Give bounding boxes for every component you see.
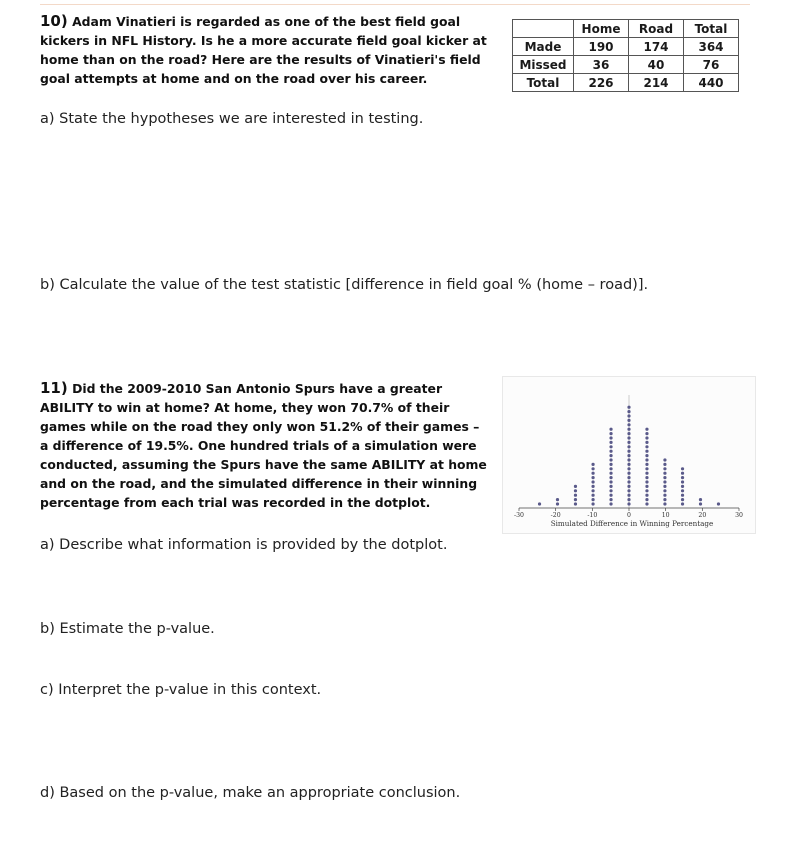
- dot: [574, 498, 577, 501]
- dot: [591, 463, 594, 466]
- cell-missed-road: 40: [629, 56, 684, 74]
- dot: [627, 467, 630, 470]
- dot: [663, 498, 666, 501]
- dot: [627, 441, 630, 444]
- dotplot-chart: [503, 377, 755, 533]
- q11-part-d: d) Based on the p-value, make an appropriate conclusion.: [40, 785, 461, 801]
- dot: [627, 428, 630, 431]
- dot: [627, 498, 630, 501]
- dot: [627, 423, 630, 426]
- dot: [627, 410, 630, 413]
- dot: [591, 467, 594, 470]
- col-header-total: Total: [684, 20, 739, 38]
- dot: [627, 463, 630, 466]
- dot: [609, 480, 612, 483]
- dot: [609, 445, 612, 448]
- dots-group: [538, 406, 720, 506]
- dot: [591, 489, 594, 492]
- table-row-missed: [513, 56, 739, 74]
- page-top-rule: [40, 4, 750, 5]
- cell-missed-home: 36: [574, 56, 629, 74]
- dot: [591, 485, 594, 488]
- dot: [645, 467, 648, 470]
- q10-part-a: a) State the hypotheses we are interested in testing.: [40, 111, 424, 127]
- dot: [663, 485, 666, 488]
- field-goal-table: [512, 19, 739, 92]
- dot: [609, 502, 612, 505]
- dot: [645, 476, 648, 479]
- dot: [663, 494, 666, 497]
- cell-total-total: 440: [684, 74, 739, 92]
- dot: [699, 498, 702, 501]
- x-axis-label: Simulated Difference in Winning Percentage: [550, 519, 714, 528]
- dot: [609, 498, 612, 501]
- row-label-made: Made: [513, 38, 574, 56]
- x-axis: [514, 508, 743, 519]
- cell-total-road: 214: [629, 74, 684, 92]
- dot: [609, 432, 612, 435]
- dot: [681, 480, 684, 483]
- q11-part-a: a) Describe what information is provided by the dotplot.: [40, 537, 448, 553]
- dot: [645, 445, 648, 448]
- dot: [609, 494, 612, 497]
- q11-part-c: c) Interpret the p-value in this context.: [40, 682, 322, 698]
- dot: [627, 458, 630, 461]
- col-header-home: Home: [574, 20, 629, 38]
- dot: [681, 489, 684, 492]
- dot: [645, 485, 648, 488]
- x-tick-label: 10: [661, 512, 670, 519]
- dot: [717, 502, 720, 505]
- dot: [591, 472, 594, 475]
- dot: [574, 489, 577, 492]
- dot: [681, 502, 684, 505]
- dot: [627, 419, 630, 422]
- table-header-row: [513, 20, 739, 38]
- dot: [609, 472, 612, 475]
- dot: [645, 432, 648, 435]
- dot: [609, 450, 612, 453]
- dot: [645, 489, 648, 492]
- dot: [663, 502, 666, 505]
- row-label-missed: Missed: [513, 56, 574, 74]
- dot: [663, 467, 666, 470]
- x-tick-label: 0: [627, 512, 631, 519]
- dot: [609, 467, 612, 470]
- q10-prompt-text: Adam Vinatieri is regarded as one of the best field goal kickers in NFL History. Is he a more accurate field goal kicker at home than on the road? Here are the results of Vinatieri's field goal attempts at home and on the road over his career.: [40, 14, 487, 86]
- cell-made-home: 190: [574, 38, 629, 56]
- dot: [663, 476, 666, 479]
- dot: [591, 476, 594, 479]
- dot: [645, 454, 648, 457]
- q11-prompt-text: Did the 2009-2010 San Antonio Spurs have a greater ABILITY to win at home? At home, they won 70.7% of their games while on the road they only won 51.2% of their games – a difference of 19.5%. One hundred trials of a simulation were conducted, assuming the Spurs have the same ABILITY at home and on the road, and the simulated difference in their winning percentage from each trial was recorded in the dotplot.: [40, 381, 487, 510]
- cell-made-total: 364: [684, 38, 739, 56]
- dot: [645, 458, 648, 461]
- dot: [645, 480, 648, 483]
- dot: [645, 502, 648, 505]
- dotplot-panel: [502, 376, 756, 534]
- dot: [699, 502, 702, 505]
- dot: [645, 463, 648, 466]
- dot: [627, 494, 630, 497]
- dot: [627, 480, 630, 483]
- q10-prompt: [40, 12, 492, 88]
- dot: [556, 502, 559, 505]
- dot: [681, 498, 684, 501]
- dot: [645, 441, 648, 444]
- dot: [609, 489, 612, 492]
- dot: [538, 502, 541, 505]
- dot: [663, 472, 666, 475]
- dot: [627, 454, 630, 457]
- dot: [627, 472, 630, 475]
- dot: [609, 476, 612, 479]
- dot: [591, 494, 594, 497]
- dot: [591, 480, 594, 483]
- dot: [627, 502, 630, 505]
- table-row-total: [513, 74, 739, 92]
- dot: [645, 450, 648, 453]
- dot: [663, 489, 666, 492]
- dot: [609, 458, 612, 461]
- dot: [681, 485, 684, 488]
- dot: [591, 498, 594, 501]
- dot: [609, 428, 612, 431]
- q11-part-b: b) Estimate the p-value.: [40, 621, 215, 637]
- dot: [609, 441, 612, 444]
- dot: [627, 445, 630, 448]
- dot: [574, 485, 577, 488]
- row-label-total: Total: [513, 74, 574, 92]
- dot: [663, 458, 666, 461]
- dot: [556, 498, 559, 501]
- dot: [645, 498, 648, 501]
- table-corner-cell: [513, 20, 574, 38]
- dot: [681, 476, 684, 479]
- dot: [627, 489, 630, 492]
- cell-missed-total: 76: [684, 56, 739, 74]
- dot: [574, 502, 577, 505]
- cell-total-home: 226: [574, 74, 629, 92]
- x-tick-label: -30: [514, 512, 524, 519]
- col-header-road: Road: [629, 20, 684, 38]
- x-tick-label: 20: [698, 512, 707, 519]
- dot: [574, 494, 577, 497]
- dot: [627, 406, 630, 409]
- dot: [627, 450, 630, 453]
- cell-made-road: 174: [629, 38, 684, 56]
- dot: [645, 436, 648, 439]
- x-tick-label: 30: [735, 512, 743, 519]
- dot: [609, 463, 612, 466]
- dot: [663, 463, 666, 466]
- table-row-made: [513, 38, 739, 56]
- dot: [627, 436, 630, 439]
- q11-number: 11): [40, 379, 68, 397]
- dot: [627, 414, 630, 417]
- dot: [645, 472, 648, 475]
- dot: [627, 476, 630, 479]
- x-tick-label: -20: [550, 512, 561, 519]
- q10-number: 10): [40, 12, 68, 30]
- q10-part-b: b) Calculate the value of the test statistic [difference in field goal % (home – road)].: [40, 277, 649, 293]
- dot: [645, 494, 648, 497]
- dot: [681, 494, 684, 497]
- dot: [627, 485, 630, 488]
- dot: [645, 428, 648, 431]
- dot: [663, 480, 666, 483]
- dot: [609, 436, 612, 439]
- dot: [627, 432, 630, 435]
- dot: [609, 454, 612, 457]
- q11-prompt: [40, 379, 490, 512]
- x-tick-label: -10: [587, 512, 598, 519]
- dot: [681, 472, 684, 475]
- dot: [609, 485, 612, 488]
- dot: [681, 467, 684, 470]
- dot: [591, 502, 594, 505]
